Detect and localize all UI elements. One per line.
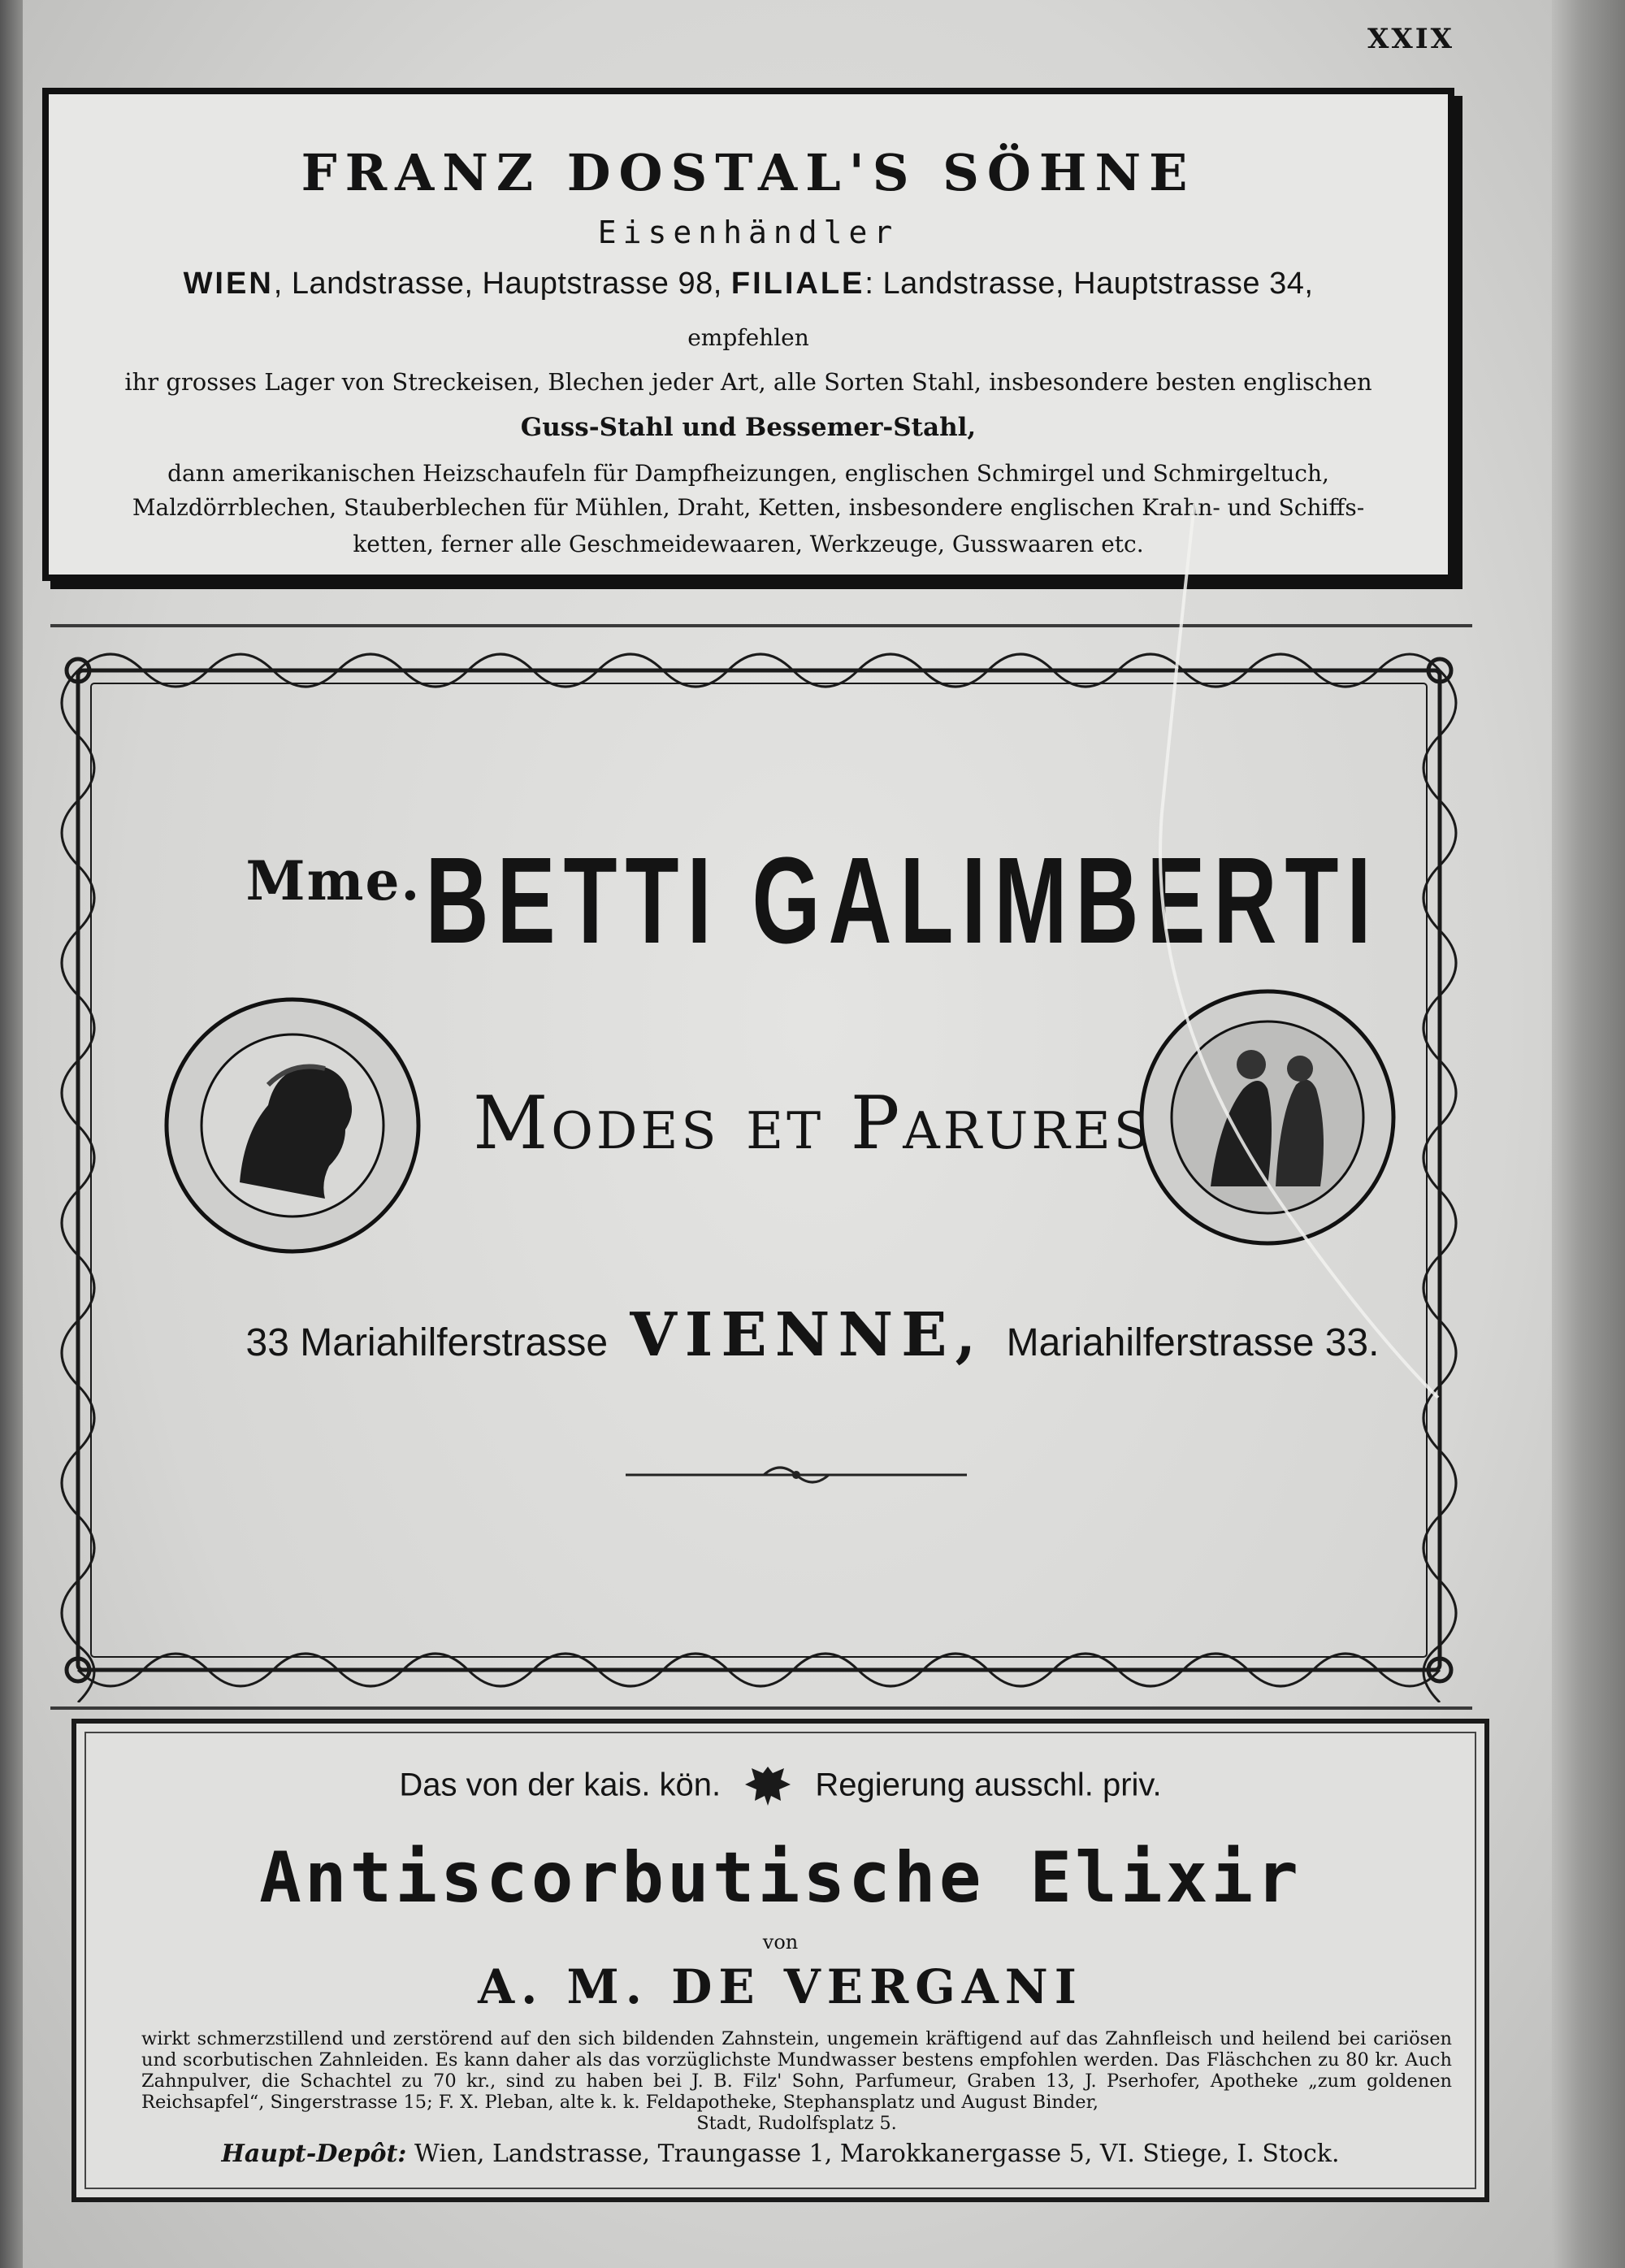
main-depot (76, 2140, 1484, 2168)
elixir-advertisement (72, 1719, 1489, 2202)
milliner-name: BETTI GALIMBERTI (425, 830, 1380, 969)
film-scratch (1081, 488, 1487, 1625)
maker-name: A. M. DE VERGANI (478, 1959, 1083, 2014)
recommend-text: empfehlen (687, 324, 809, 351)
imperial-eagle-icon (741, 1760, 795, 1814)
ad1-line-3: dann amerikanischen Heizschaufeln für Dampfheizungen, englischen Schmirgel und Schmirgeltuch, (167, 460, 1329, 487)
license-line (76, 1760, 1484, 1814)
ad1-line-1: ihr grosses Lager von Streckeisen, Blechen jeder Art, alle Sorten Stahl, insbesondere besten englischen (124, 368, 1372, 396)
section-divider-2 (50, 1706, 1472, 1710)
ornament-divider-icon (618, 1459, 975, 1491)
address-left: 33 Mariahilferstrasse (245, 1321, 609, 1364)
product-name: Antiscorbutische Elixir (259, 1837, 1302, 1919)
description-main: wirkt schmerzstillend und zerstörend auf den sich bildenden Zahnstein, ungemein kräftigend auf das Zahnfleisch und heilend bei cariösen und scorbutischen Zahnleiden. Es kann daher als das vorzüglichste Mundwasser bestens empfohlen werden. Das Fläschchen zu 80 kr. Auch Zahnpulver, die Schachtel zu 70 kr., sind zu haben bei J. B. Filz' Sohn, Parfumeur, Graben 13, J. Pserhofer, Apotheke „zum goldenen Reichsapfel“, Singerstrasse 15; F. X. Pleban, alte k. k. Feldapotheke, Stephansplatz und August Binder, (141, 2028, 1452, 2113)
license-right: Regierung ausschl. priv. (815, 1767, 1162, 1803)
license-left: Das von der kais. kön. (399, 1767, 722, 1803)
firm-name: FRANZ DOSTAL'S SÖHNE (301, 143, 1196, 202)
milliner-subtitle: Modes et Parures (473, 1081, 1152, 1166)
title-prefix: Mme. (245, 849, 422, 913)
ad1-line-2: Guss-Stahl und Bessemer-Stahl, (520, 413, 977, 442)
address-city: VIENNE, (630, 1300, 985, 1370)
trade-label: Eisenhändler (597, 215, 899, 250)
address-city: WIEN (183, 267, 274, 301)
page-number: XXIX (1367, 23, 1454, 55)
address-right: Mariahilferstrasse 33. (1006, 1321, 1380, 1364)
firm-address (49, 267, 1448, 301)
ad1-line-4: Malzdörrblechen, Stauberblechen für Mühlen, Draht, Ketten, insbesondere englischen Krahn- und Schiffs- (132, 494, 1365, 521)
description-end: Stadt, Rudolfsplatz 5. (696, 2113, 897, 2134)
depot-address: Wien, Landstrasse, Traungasse 1, Marokkanergasse 5, VI. Stiege, I. Stock. (414, 2140, 1340, 2168)
depot-label: Haupt-Depôt: (221, 2140, 407, 2168)
ad1-line-5: ketten, ferner alle Geschmeidewaaren, Werkzeuge, Gusswaaren etc. (353, 531, 1144, 557)
address-branch: : Landstrasse, Hauptstrasse 34, (864, 267, 1314, 301)
address-branch-label: FILIALE (730, 267, 865, 301)
von-label: von (762, 1931, 799, 1954)
product-description (141, 2028, 1452, 2134)
address-main: , Landstrasse, Hauptstrasse 98, (273, 267, 722, 301)
